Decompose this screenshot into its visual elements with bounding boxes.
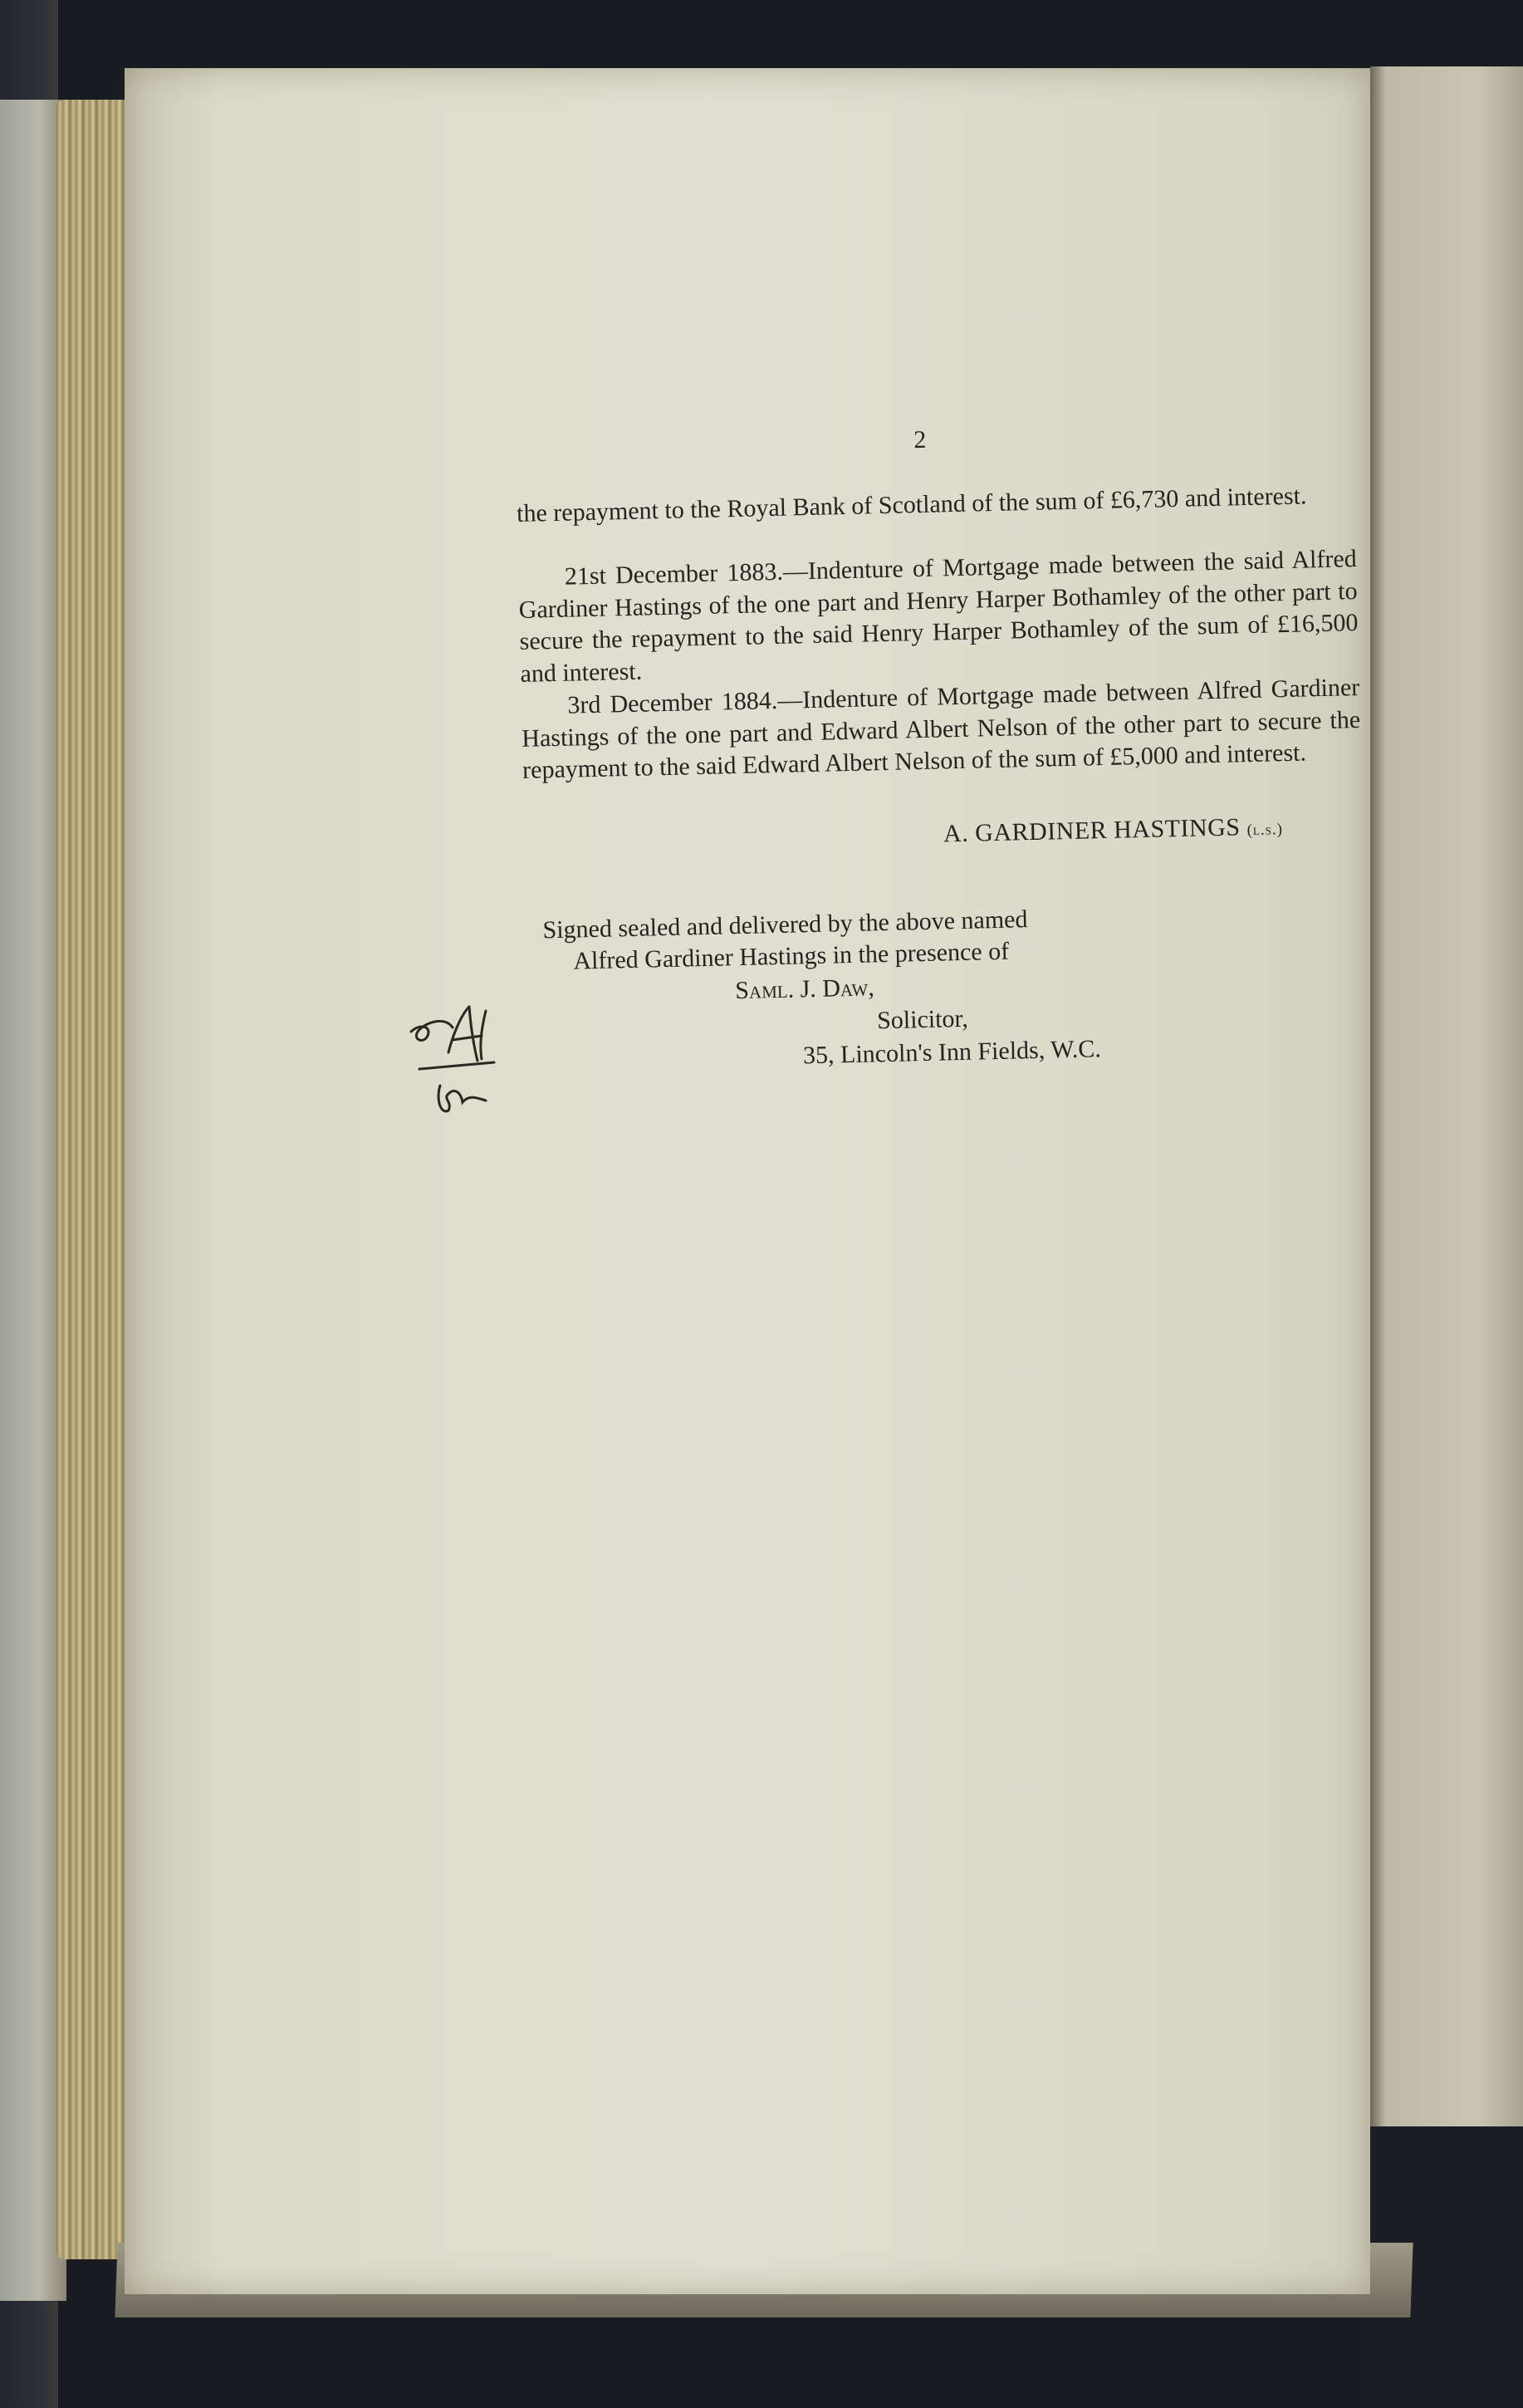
signature-name: A. GARDINER HASTINGS [943,813,1241,848]
attestation-line-2: Alfred Gardiner Hastings in the presence of [573,937,1010,975]
paragraph-2: 21st December 1883.—Indenture of Mortgage made between the said Alfred Gardiner Hastings of the one part and Henry Harper Bothamley of the other part to secure the repayment to the said Henry Harper Bothamley of the sum of £16,500 and interest. [518,545,1359,688]
handwritten-initials [403,994,569,1135]
witness-address: 35, Lincoln's Inn Fields, W.C. [802,1035,1102,1070]
document-page [125,68,1370,2294]
seal-mark: (l.s.) [1246,821,1284,840]
attestation-line-1: Signed sealed and delivered by the above named [542,905,1028,944]
paragraph-1: the repayment to the Royal Bank of Scotland of the sum of £6,730 and interest. [516,482,1307,527]
paragraph-3: 3rd December 1884.—Indenture of Mortgage made between Alfred Gardiner Hastings of the one part and Edward Albert Nelson of the other part to secure the repayment to the said Edward Albert Nelson of the sum of £5,000 and interest. [521,674,1361,784]
page-number: 2 [913,425,927,454]
page-text-block [515,414,1362,1070]
facing-page [1370,66,1523,2193]
witness-name: Saml. J. Daw, [734,973,875,1005]
witness-title: Solicitor, [876,1004,969,1035]
signature-line [943,811,1284,854]
